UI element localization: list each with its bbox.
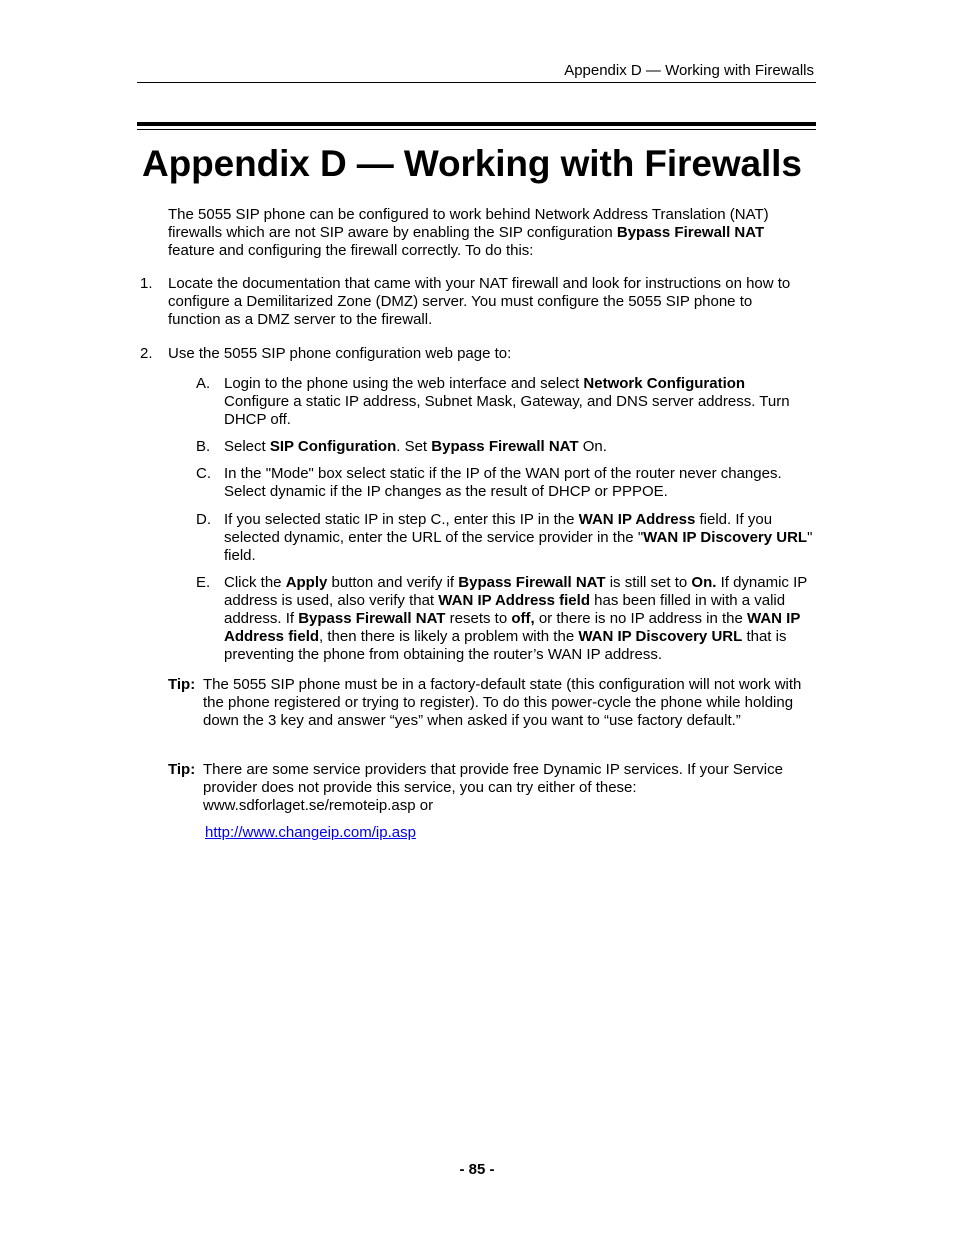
substep-e-text-9: that is preventing the phone from obtaining the router’s WAN IP address. [224, 628, 787, 663]
substep-e-text-4: If dynamic IP address is used, also verify that [224, 574, 807, 609]
substep-d-text-3: " field. [224, 529, 813, 564]
substep-e-text-8: , then there is likely a problem with the [319, 628, 579, 645]
tip-1-text: The 5055 SIP phone must be in a factory-default state (this configuration will not work with the phone registered or trying to register). To do this power-cycle the phone while holding down the 3 key and answer “yes” when asked if you want to “use factory default.” [203, 676, 802, 729]
step-1-text: Locate the documentation that came with your NAT firewall and look for instructions on how to configure a Demilitarized Zone (DMZ) server. You must configure the 5055 SIP phone to function as a DMZ server to the firewall. [168, 275, 791, 328]
tip-2-text: There are some service providers that provide free Dynamic IP services. If your Service provider does not provide this service, you can try either of these: www.sdforlaget.se/remoteip.asp or [203, 761, 783, 814]
substep-d-bold-2: WAN IP Discovery URL [643, 529, 808, 546]
substep-e-bold-2: Bypass Firewall NAT [458, 574, 606, 591]
intro-text-1: The 5055 SIP phone can be configured to work behind Network Address Translation (NAT) firewalls which are not SIP aware by enabling the SIP configuration [168, 206, 769, 241]
substep-e-text-5: has been filled in with a valid address. If [224, 592, 786, 627]
substep-a-text [224, 375, 814, 429]
page-number: - 85 - [459, 1161, 495, 1178]
tip-2-label: Tip: [168, 761, 196, 778]
title-rule-thick [137, 122, 816, 126]
header-rule [137, 82, 816, 83]
changeip-link[interactable]: http://www.changeip.com/ip.asp [205, 824, 416, 841]
substep-e-text-2: button and verify if [327, 574, 459, 591]
substep-e-text-3: is still set to [605, 574, 692, 591]
substep-d-bold-1: WAN IP Address [578, 511, 696, 528]
substep-e-bold-6: off, [511, 610, 535, 627]
substep-e-bold-1: Apply [285, 574, 328, 591]
substep-d-text-1: If you selected static IP in step C., enter this IP in the [224, 511, 579, 528]
substep-a-letter: A. [196, 375, 211, 392]
substep-d-text-2: field. If you selected dynamic, enter the URL of the service provider in the " [224, 511, 773, 546]
substep-b-text-3: On. [578, 438, 607, 455]
step-1-number: 1. [140, 275, 153, 292]
page-title: Appendix D — Working with Firewalls [142, 143, 802, 184]
substep-e-bold-3: On. [691, 574, 717, 591]
substep-d-text [224, 511, 814, 565]
intro-paragraph [168, 206, 808, 260]
substep-e-text-6: resets to [445, 610, 512, 627]
running-header: Appendix D — Working with Firewalls [564, 62, 814, 79]
substep-b-text [224, 438, 814, 456]
substep-e-text-7: or there is no IP address in the [534, 610, 748, 627]
substep-d-letter: D. [196, 511, 211, 528]
substep-c-text: In the "Mode" box select static if the IP of the WAN port of the router never changes. Select dynamic if the IP changes as the result of DHCP or PPPOE. [224, 465, 782, 500]
substep-e-letter: E. [196, 574, 211, 591]
intro-bold-1: Bypass Firewall NAT [616, 224, 765, 241]
substep-e-bold-7: WAN IP Address field [224, 610, 801, 645]
substep-e-bold-4: WAN IP Address field [438, 592, 590, 609]
substep-b-bold-1: SIP Configuration [269, 438, 397, 455]
substep-c-letter: C. [196, 465, 211, 482]
step-2-number: 2. [140, 345, 153, 362]
substep-e-bold-5: Bypass Firewall NAT [298, 610, 446, 627]
substep-a-bold-1: Network Configuration [583, 375, 746, 392]
substep-e-text-1: Click the [224, 574, 286, 591]
tip-1-label: Tip: [168, 676, 196, 693]
substep-e-bold-8: WAN IP Discovery URL [578, 628, 743, 645]
substep-b-text-2: . Set [396, 438, 432, 455]
substep-a-text-1: Login to the phone using the web interface and select [224, 375, 584, 392]
substep-b-bold-2: Bypass Firewall NAT [431, 438, 579, 455]
substep-b-letter: B. [196, 438, 211, 455]
substep-b-text-1: Select [224, 438, 270, 455]
substep-a-text-2: Configure a static IP address, Subnet Mask, Gateway, and DNS server address. Turn DHCP off. [224, 393, 790, 428]
step-2-text: Use the 5055 SIP phone configuration web page to: [168, 345, 512, 362]
title-rule-thin [137, 129, 816, 130]
substep-e-text [224, 574, 819, 664]
intro-text-2: feature and configuring the firewall correctly. To do this: [168, 242, 534, 259]
